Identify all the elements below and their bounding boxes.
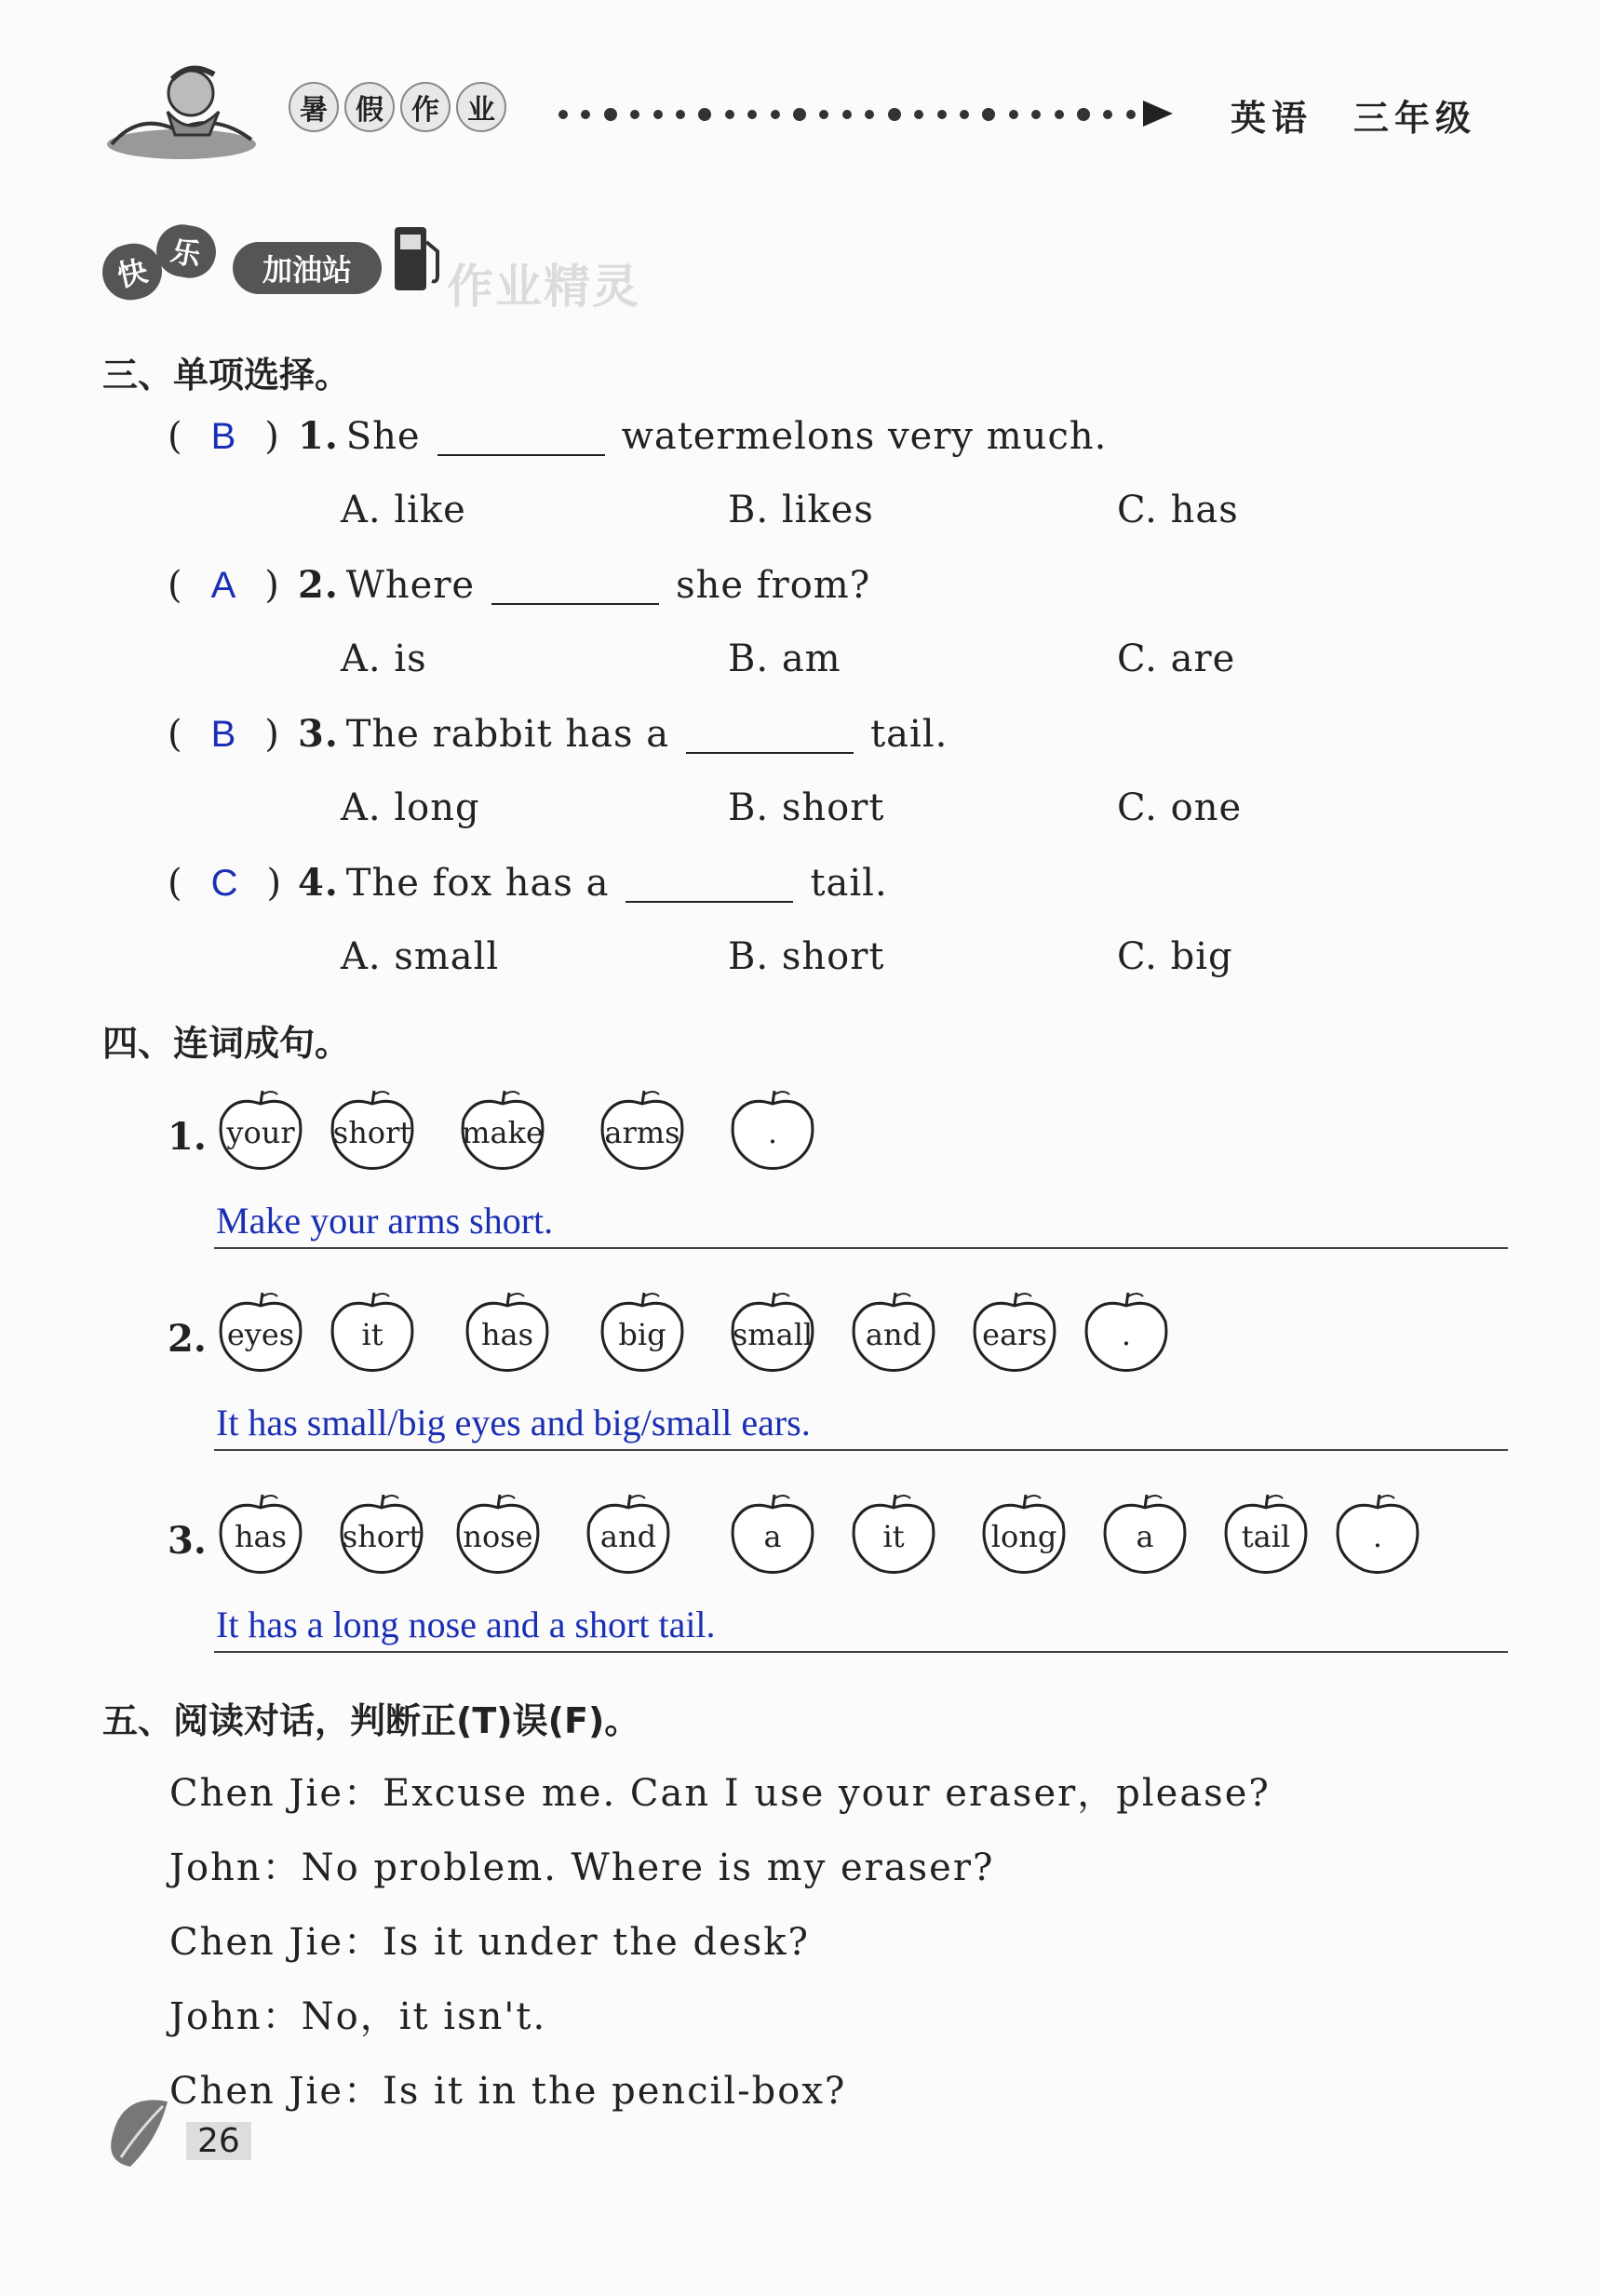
word-apple bbox=[847, 1491, 940, 1575]
option: B. am bbox=[728, 638, 841, 680]
word-apple bbox=[847, 1289, 940, 1373]
apple-word: . bbox=[767, 1115, 778, 1150]
word-apple bbox=[326, 1289, 419, 1373]
header-dotted-arrow bbox=[558, 110, 1136, 119]
banner-char: 乐 bbox=[153, 221, 221, 282]
option: C. one bbox=[1117, 786, 1243, 829]
question-text: she from? bbox=[676, 564, 871, 607]
word-apple bbox=[335, 1491, 428, 1575]
sentence-answer: It has a long nose and a short tail. bbox=[216, 1604, 716, 1645]
answer-blank bbox=[437, 454, 605, 456]
watermark: 作业精灵 bbox=[447, 260, 640, 314]
answer-line bbox=[214, 1247, 1508, 1249]
option: A. is bbox=[341, 638, 427, 680]
apple-word: short bbox=[332, 1115, 412, 1150]
word-apple bbox=[726, 1087, 819, 1171]
arrow-head-icon bbox=[1143, 101, 1173, 127]
apple-word: your bbox=[226, 1115, 295, 1150]
question-text: The fox has a bbox=[345, 862, 610, 905]
subject-grade: 英语 三年级 bbox=[1231, 98, 1477, 139]
answer-blank bbox=[626, 901, 793, 903]
word-apple bbox=[968, 1289, 1061, 1373]
dialog-line: John：No problem. Where is my eraser? bbox=[169, 1846, 995, 1889]
apple-word: arms bbox=[604, 1115, 680, 1150]
option: A. like bbox=[341, 489, 466, 531]
question-text: Where bbox=[345, 564, 476, 607]
apple-word: and bbox=[865, 1317, 922, 1352]
question-1: ( B ) 1. She watermelons very much. bbox=[168, 414, 1108, 458]
apple-word: short bbox=[342, 1519, 422, 1554]
header-char: 业 bbox=[456, 82, 506, 132]
option: B. short bbox=[728, 786, 885, 829]
option: B. short bbox=[728, 935, 885, 978]
answer-line bbox=[214, 1651, 1508, 1653]
word-apple bbox=[1098, 1491, 1191, 1575]
row-number: 3. bbox=[168, 1519, 207, 1563]
question-answer: A bbox=[210, 565, 237, 606]
word-apple bbox=[214, 1087, 307, 1171]
word-apple bbox=[214, 1289, 307, 1373]
section-banner bbox=[102, 216, 493, 309]
apple-word: and bbox=[599, 1519, 657, 1554]
section3-title: 三、单项选择。 bbox=[102, 355, 351, 396]
word-apple bbox=[214, 1491, 307, 1575]
header-title bbox=[289, 82, 506, 132]
word-apple bbox=[1219, 1491, 1312, 1575]
question-text: watermelons very much. bbox=[621, 415, 1108, 458]
header-char: 暑 bbox=[289, 82, 339, 132]
question-text: tail. bbox=[870, 713, 948, 756]
question-2: ( A ) 2. Where she from? bbox=[168, 563, 871, 607]
sentence-answer: Make your arms short. bbox=[216, 1200, 554, 1242]
apple-word: make bbox=[462, 1115, 544, 1150]
section4-title: 四、连词成句。 bbox=[102, 1023, 351, 1064]
question-answer: C bbox=[210, 863, 239, 904]
apple-word: tail bbox=[1241, 1519, 1291, 1554]
mascot-icon bbox=[102, 56, 261, 163]
answer-blank bbox=[491, 603, 659, 605]
word-apple bbox=[582, 1491, 675, 1575]
question-answer: B bbox=[210, 416, 237, 457]
word-apple bbox=[977, 1491, 1070, 1575]
apple-word: has bbox=[480, 1317, 534, 1352]
word-apple bbox=[726, 1491, 819, 1575]
word-apple bbox=[596, 1087, 689, 1171]
question-answer: B bbox=[210, 714, 237, 755]
question-number: 1. bbox=[298, 414, 339, 458]
answer-line bbox=[214, 1449, 1508, 1451]
section5-title: 五、阅读对话，判断正(T)误(F)。 bbox=[102, 1700, 640, 1741]
option: A. small bbox=[341, 935, 500, 978]
apple-word: a bbox=[1136, 1519, 1154, 1554]
question-text: The rabbit has a bbox=[345, 713, 670, 756]
header-char: 作 bbox=[400, 82, 451, 132]
word-apple bbox=[1080, 1289, 1173, 1373]
apple-word: it bbox=[361, 1317, 383, 1352]
apple-word: a bbox=[763, 1519, 782, 1554]
question-text: She bbox=[345, 415, 421, 458]
apple-word: nose bbox=[463, 1519, 533, 1554]
option: A. long bbox=[341, 786, 480, 829]
sentence-answer: It has small/big eyes and big/small ears. bbox=[216, 1402, 811, 1443]
word-apple bbox=[451, 1491, 545, 1575]
question-number: 3. bbox=[298, 712, 339, 756]
question-3: ( B ) 3. The rabbit has a tail. bbox=[168, 712, 948, 756]
fuel-pump-icon bbox=[391, 220, 447, 294]
banner-char: 快 bbox=[97, 238, 167, 305]
apple-word: . bbox=[1121, 1317, 1132, 1352]
word-apple bbox=[456, 1087, 549, 1171]
apple-word: ears bbox=[982, 1317, 1047, 1352]
question-number: 2. bbox=[298, 563, 339, 607]
option: C. has bbox=[1117, 489, 1239, 531]
apple-word: has bbox=[234, 1519, 288, 1554]
question-number: 4. bbox=[298, 861, 339, 905]
option: C. are bbox=[1117, 638, 1236, 680]
row-number: 2. bbox=[168, 1317, 207, 1361]
header-char: 假 bbox=[344, 82, 395, 132]
apple-word: small bbox=[732, 1317, 814, 1352]
option: C. big bbox=[1117, 935, 1233, 978]
word-apple bbox=[726, 1289, 819, 1373]
dialog-line: John：No，it isn't. bbox=[169, 1995, 547, 2038]
dialog-line: Chen Jie：Excuse me. Can I use your eraser，please? bbox=[169, 1772, 1271, 1815]
apple-word: . bbox=[1372, 1519, 1383, 1554]
question-4: ( C ) 4. The fox has a tail. bbox=[168, 861, 888, 905]
dialog-line: Chen Jie：Is it under the desk? bbox=[169, 1921, 810, 1964]
word-apple bbox=[596, 1289, 689, 1373]
banner-label: 加油站 bbox=[233, 242, 382, 294]
page-number: 26 bbox=[186, 2122, 251, 2160]
apple-word: eyes bbox=[226, 1317, 295, 1352]
dialog-line: Chen Jie：Is it in the pencil-box? bbox=[169, 2070, 847, 2113]
word-apple bbox=[1331, 1491, 1424, 1575]
apple-word: long bbox=[990, 1519, 1057, 1554]
row-number: 1. bbox=[168, 1115, 207, 1159]
answer-blank bbox=[686, 752, 854, 754]
word-apple bbox=[326, 1087, 419, 1171]
word-apple bbox=[461, 1289, 554, 1373]
apple-word: big bbox=[618, 1317, 666, 1352]
option: B. likes bbox=[728, 489, 874, 531]
question-text: tail. bbox=[810, 862, 888, 905]
apple-word: it bbox=[882, 1519, 905, 1554]
page-header bbox=[102, 56, 1517, 168]
